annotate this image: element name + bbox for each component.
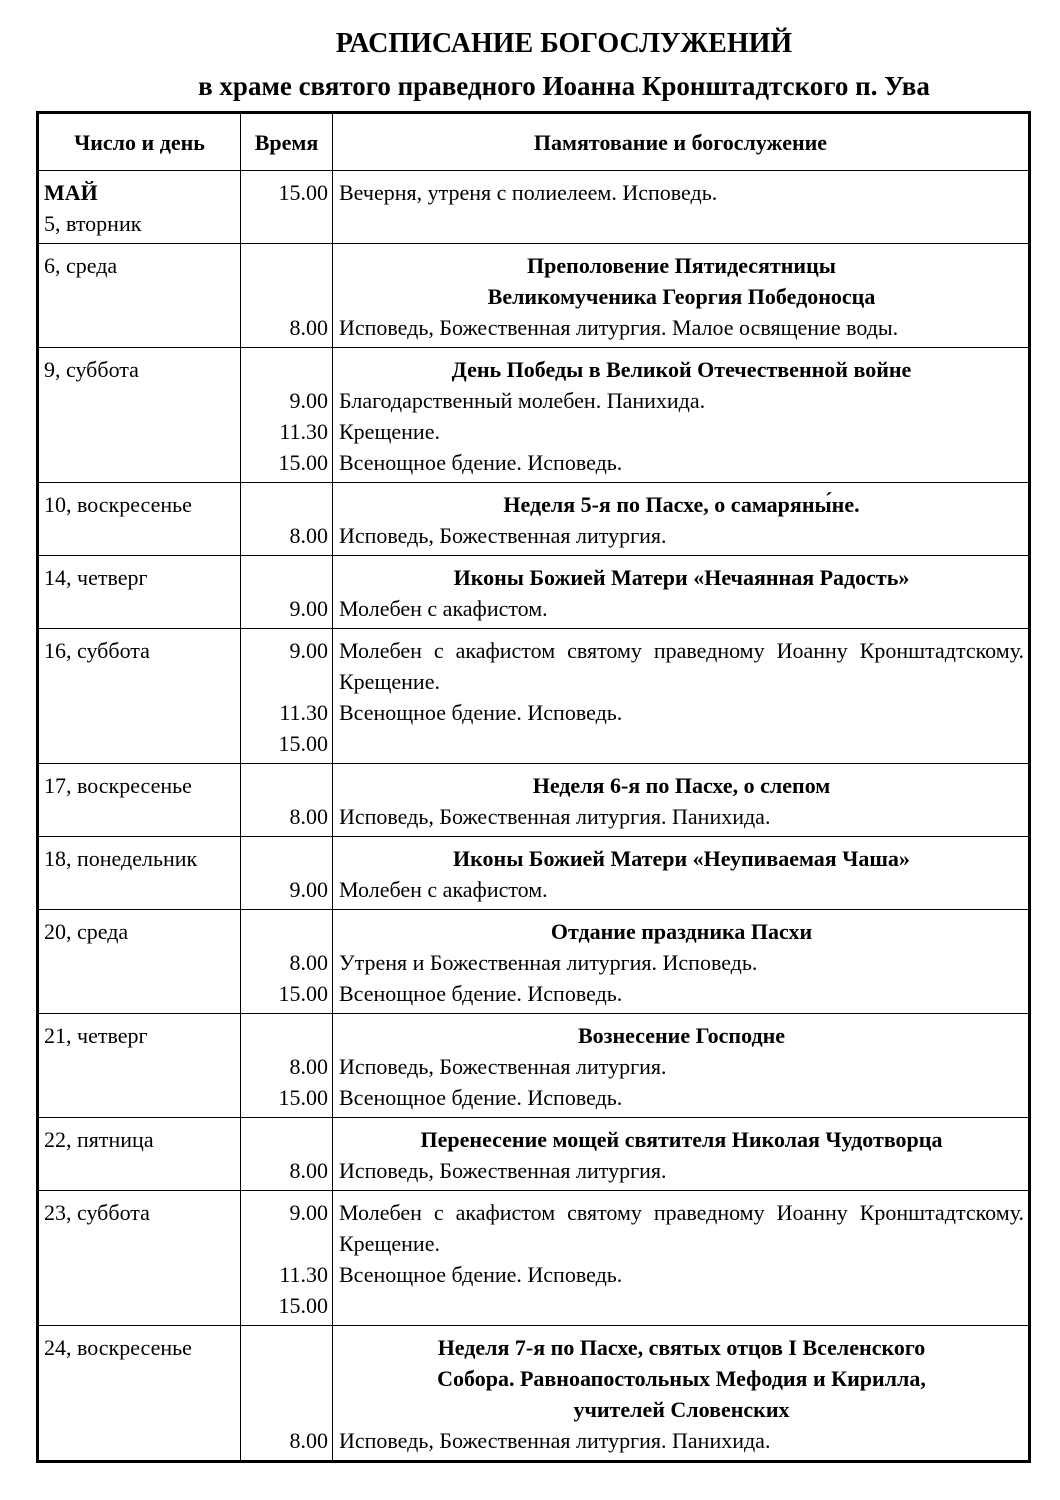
schedule-row bbox=[38, 910, 1030, 1014]
time-spacer bbox=[241, 489, 328, 520]
day-cell bbox=[38, 348, 241, 483]
service-cell bbox=[333, 1191, 1030, 1326]
time-spacer bbox=[241, 1228, 328, 1259]
time-cell bbox=[241, 348, 333, 483]
feast-title: Собора. Равноапостольных Мефодия и Кирилла, bbox=[437, 1366, 926, 1391]
day-cell bbox=[38, 1191, 241, 1326]
schedule-row bbox=[38, 629, 1030, 764]
service-cell bbox=[333, 1014, 1030, 1118]
time-spacer bbox=[241, 354, 328, 385]
time-spacer bbox=[241, 1020, 328, 1051]
day-cell bbox=[38, 837, 241, 910]
service-description: Утреня и Божественная литургия. Исповедь. bbox=[339, 950, 758, 975]
service-description: Благодарственный молебен. Панихида. bbox=[339, 388, 706, 413]
service-time: 8.00 bbox=[289, 804, 328, 829]
feast-title: Иконы Божией Матери «Неупиваемая Чаша» bbox=[453, 846, 910, 871]
day-label: 24, воскресенье bbox=[44, 1335, 192, 1360]
header-day: Число и день bbox=[38, 113, 241, 171]
service-time: 15.00 bbox=[278, 731, 328, 756]
time-spacer bbox=[241, 1124, 328, 1155]
service-time: 15.00 bbox=[278, 1085, 328, 1110]
time-spacer bbox=[241, 281, 328, 312]
day-cell bbox=[38, 244, 241, 348]
service-cell bbox=[333, 1326, 1030, 1462]
schedule-row bbox=[38, 244, 1030, 348]
service-description: Исповедь, Божественная литургия. bbox=[339, 1158, 667, 1183]
time-spacer bbox=[241, 666, 328, 697]
schedule-row bbox=[38, 1326, 1030, 1462]
day-cell bbox=[38, 1326, 241, 1462]
time-spacer bbox=[241, 1363, 328, 1394]
day-cell bbox=[38, 629, 241, 764]
schedule-row bbox=[38, 1014, 1030, 1118]
schedule-row bbox=[38, 556, 1030, 629]
day-cell bbox=[38, 1118, 241, 1191]
page-subtitle: в храме святого праведного Иоанна Кронштадтского п. Ува bbox=[198, 71, 930, 101]
feast-title: Неделя 7-я по Пасхе, святых отцов I Вселенского bbox=[437, 1335, 926, 1360]
feast-title: Преполовение Пятидесятницы bbox=[527, 253, 836, 278]
service-cell bbox=[333, 1118, 1030, 1191]
service-time: 8.00 bbox=[289, 1428, 328, 1453]
service-time: 15.00 bbox=[278, 981, 328, 1006]
service-cell bbox=[333, 483, 1030, 556]
service-description: Исповедь, Божественная литургия. Панихида. bbox=[339, 804, 771, 829]
page-title: РАСПИСАНИЕ БОГОСЛУЖЕНИЙ bbox=[335, 28, 793, 59]
time-spacer bbox=[241, 1394, 328, 1425]
service-description: Крещение. bbox=[339, 1231, 440, 1256]
service-time: 9.00 bbox=[289, 388, 328, 413]
schedule-row bbox=[38, 483, 1030, 556]
service-description: Всенощное бдение. Исповедь. bbox=[339, 1262, 623, 1287]
service-time: 15.00 bbox=[278, 1293, 328, 1318]
service-time: 8.00 bbox=[289, 1158, 328, 1183]
time-cell bbox=[241, 1118, 333, 1191]
time-cell bbox=[241, 171, 333, 244]
service-description: Всенощное бдение. Исповедь. bbox=[339, 1085, 623, 1110]
time-spacer bbox=[241, 843, 328, 874]
feast-title: учителей Словенских bbox=[573, 1397, 790, 1422]
service-time: 8.00 bbox=[289, 523, 328, 548]
day-label: 6, среда bbox=[44, 253, 118, 278]
service-description: Исповедь, Божественная литургия. bbox=[339, 1054, 667, 1079]
service-description: Молебен с акафистом. bbox=[339, 877, 548, 902]
service-cell bbox=[333, 837, 1030, 910]
time-spacer bbox=[241, 1332, 328, 1363]
service-cell bbox=[333, 910, 1030, 1014]
service-cell bbox=[333, 171, 1030, 244]
day-label: 22, пятница bbox=[44, 1127, 154, 1152]
time-cell bbox=[241, 244, 333, 348]
time-cell bbox=[241, 1191, 333, 1326]
day-cell bbox=[38, 556, 241, 629]
schedule-row bbox=[38, 348, 1030, 483]
time-cell bbox=[241, 837, 333, 910]
service-time: 9.00 bbox=[289, 638, 328, 663]
day-cell bbox=[38, 910, 241, 1014]
schedule-row bbox=[38, 764, 1030, 837]
day-cell bbox=[38, 171, 241, 244]
service-description: Молебен с акафистом святому праведному Иоанну Кронштадтскому. bbox=[339, 1200, 1024, 1225]
service-description: Молебен с акафистом. bbox=[339, 596, 548, 621]
header-row bbox=[38, 113, 1030, 171]
schedule-row bbox=[38, 837, 1030, 910]
time-cell bbox=[241, 910, 333, 1014]
time-spacer bbox=[241, 770, 328, 801]
feast-title: День Победы в Великой Отечественной войне bbox=[451, 357, 912, 382]
day-label: 18, понедельник bbox=[44, 846, 198, 871]
service-description: Исповедь, Божественная литургия. bbox=[339, 523, 667, 548]
service-description: Крещение. bbox=[339, 669, 440, 694]
service-cell bbox=[333, 348, 1030, 483]
day-label: 17, воскресенье bbox=[44, 773, 192, 798]
schedule-row bbox=[38, 1191, 1030, 1326]
service-time: 11.30 bbox=[279, 700, 328, 725]
schedule-table bbox=[36, 111, 1031, 1463]
service-time: 15.00 bbox=[278, 180, 328, 205]
schedule-row bbox=[38, 171, 1030, 244]
day-label: 9, суббота bbox=[44, 357, 139, 382]
service-time: 11.30 bbox=[279, 1262, 328, 1287]
day-label: 16, суббота bbox=[44, 638, 150, 663]
service-time: 9.00 bbox=[289, 1200, 328, 1225]
time-cell bbox=[241, 556, 333, 629]
service-description: Исповедь, Божественная литургия. Панихида. bbox=[339, 1428, 771, 1453]
service-time: 9.00 bbox=[289, 596, 328, 621]
time-cell bbox=[241, 483, 333, 556]
service-description: Всенощное бдение. Исповедь. bbox=[339, 981, 623, 1006]
day-label: 21, четверг bbox=[44, 1023, 148, 1048]
service-time: 8.00 bbox=[289, 1054, 328, 1079]
time-cell bbox=[241, 764, 333, 837]
time-spacer bbox=[241, 916, 328, 947]
day-label: 20, среда bbox=[44, 919, 129, 944]
header-time: Время bbox=[241, 113, 333, 171]
service-cell bbox=[333, 629, 1030, 764]
day-label: 14, четверг bbox=[44, 565, 148, 590]
feast-title: Неделя 6-я по Пасхе, о слепом bbox=[532, 773, 831, 798]
service-description: Крещение. bbox=[339, 419, 440, 444]
service-time: 11.30 bbox=[279, 419, 328, 444]
service-time: 8.00 bbox=[289, 950, 328, 975]
time-cell bbox=[241, 1014, 333, 1118]
day-cell bbox=[38, 483, 241, 556]
time-cell bbox=[241, 629, 333, 764]
day-cell bbox=[38, 764, 241, 837]
header-service: Памятование и богослужение bbox=[333, 113, 1030, 171]
service-description: Всенощное бдение. Исповедь. bbox=[339, 700, 623, 725]
time-cell bbox=[241, 1326, 333, 1462]
service-description: Исповедь, Божественная литургия. Малое освящение воды. bbox=[339, 315, 899, 340]
service-time: 8.00 bbox=[289, 315, 328, 340]
feast-title: Перенесение мощей святителя Николая Чудотворца bbox=[420, 1127, 943, 1152]
service-description: Всенощное бдение. Исповедь. bbox=[339, 450, 623, 475]
day-label: 5, вторник bbox=[44, 211, 142, 236]
service-cell bbox=[333, 244, 1030, 348]
feast-title: Вознесение Господне bbox=[577, 1023, 786, 1048]
month-label: МАЙ bbox=[44, 180, 98, 205]
service-description: Молебен с акафистом святому праведному Иоанну Кронштадтскому. bbox=[339, 638, 1024, 663]
service-time: 15.00 bbox=[278, 450, 328, 475]
feast-title: Отдание праздника Пасхи bbox=[550, 919, 813, 944]
day-cell bbox=[38, 1014, 241, 1118]
service-time: 9.00 bbox=[289, 877, 328, 902]
service-cell bbox=[333, 764, 1030, 837]
feast-title: Великомученика Георгия Победоносца bbox=[487, 284, 876, 309]
schedule-body bbox=[38, 171, 1030, 1462]
day-label: 23, суббота bbox=[44, 1200, 150, 1225]
service-cell bbox=[333, 556, 1030, 629]
service-description: Вечерня, утреня с полиелеем. Исповедь. bbox=[339, 180, 718, 205]
feast-title: Иконы Божией Матери «Нечаянная Радость» bbox=[453, 565, 910, 590]
time-spacer bbox=[241, 250, 328, 281]
day-label: 10, воскресенье bbox=[44, 492, 192, 517]
time-spacer bbox=[241, 562, 328, 593]
schedule-row bbox=[38, 1118, 1030, 1191]
feast-title: Неделя 5-я по Пасхе, о самаряны́не. bbox=[503, 492, 860, 517]
